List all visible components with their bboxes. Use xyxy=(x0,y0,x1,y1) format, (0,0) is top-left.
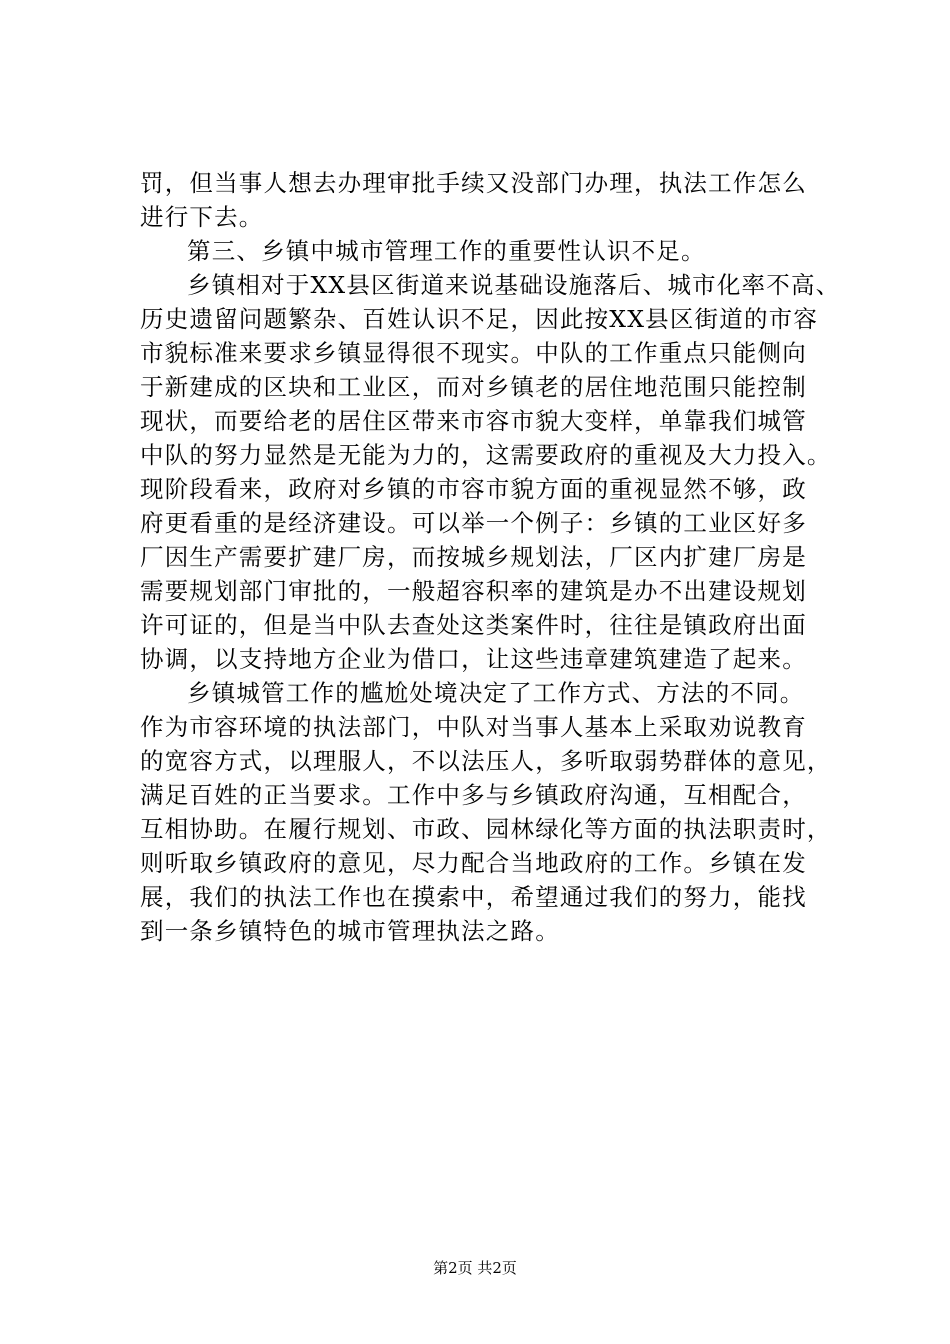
page-number-footer: 第2页 共2页 xyxy=(433,1259,517,1277)
text-line: 第三、乡镇中城市管理工作的重要性认识不足。 xyxy=(187,237,706,265)
text-line: 市貌标准来要求乡镇显得很不现实。中队的工作重点只能侧向 xyxy=(140,339,807,367)
text-line: 协调，以支持地方企业为借口，让这些违章建筑建造了起来。 xyxy=(140,645,807,673)
text-line: 的宽容方式，以理服人，不以法压人，多听取弱势群体的意见， xyxy=(140,747,832,775)
text-line: 则听取乡镇政府的意见，尽力配合当地政府的工作。乡镇在发 xyxy=(140,849,807,877)
text-line: 罚，但当事人想去办理审批手续又没部门办理，执法工作怎么 xyxy=(140,169,807,197)
text-line: 于新建成的区块和工业区，而对乡镇老的居住地范围只能控制 xyxy=(140,373,807,401)
text-line: 府更看重的是经济建设。可以举一个例子：乡镇的工业区好多 xyxy=(140,509,807,537)
text-line: 作为市容环境的执法部门，中队对当事人基本上采取劝说教育 xyxy=(140,713,807,741)
text-line: 许可证的，但是当中队去查处这类案件时，往往是镇政府出面 xyxy=(140,611,807,639)
document-body xyxy=(140,166,841,948)
text-line: 到一条乡镇特色的城市管理执法之路。 xyxy=(140,917,560,945)
text-line: 厂因生产需要扩建厂房，而按城乡规划法，厂区内扩建厂房是 xyxy=(140,543,807,571)
text-line: 进行下去。 xyxy=(140,203,264,231)
text-line: 互相协助。在履行规划、市政、园林绿化等方面的执法职责时， xyxy=(140,815,832,843)
text-line: 展，我们的执法工作也在摸索中，希望通过我们的努力，能找 xyxy=(140,883,807,911)
text-line: 乡镇相对于XX县区街道来说基础设施落后、城市化率不高、 xyxy=(187,271,841,299)
text-line: 乡镇城管工作的尴尬处境决定了工作方式、方法的不同。 xyxy=(187,679,805,707)
text-line: 满足百姓的正当要求。工作中多与乡镇政府沟通，互相配合， xyxy=(140,781,807,809)
text-line: 需要规划部门审批的，一般超容积率的建筑是办不出建设规划 xyxy=(140,577,807,605)
text-line: 历史遗留问题繁杂、百姓认识不足，因此按XX县区街道的市容 xyxy=(140,305,819,333)
text-line: 现状，而要给老的居住区带来市容市貌大变样，单靠我们城管 xyxy=(140,407,807,435)
text-line: 中队的努力显然是无能为力的，这需要政府的重视及大力投入。 xyxy=(140,441,832,469)
text-line: 现阶段看来，政府对乡镇的市容市貌方面的重视显然不够，政 xyxy=(140,475,807,503)
